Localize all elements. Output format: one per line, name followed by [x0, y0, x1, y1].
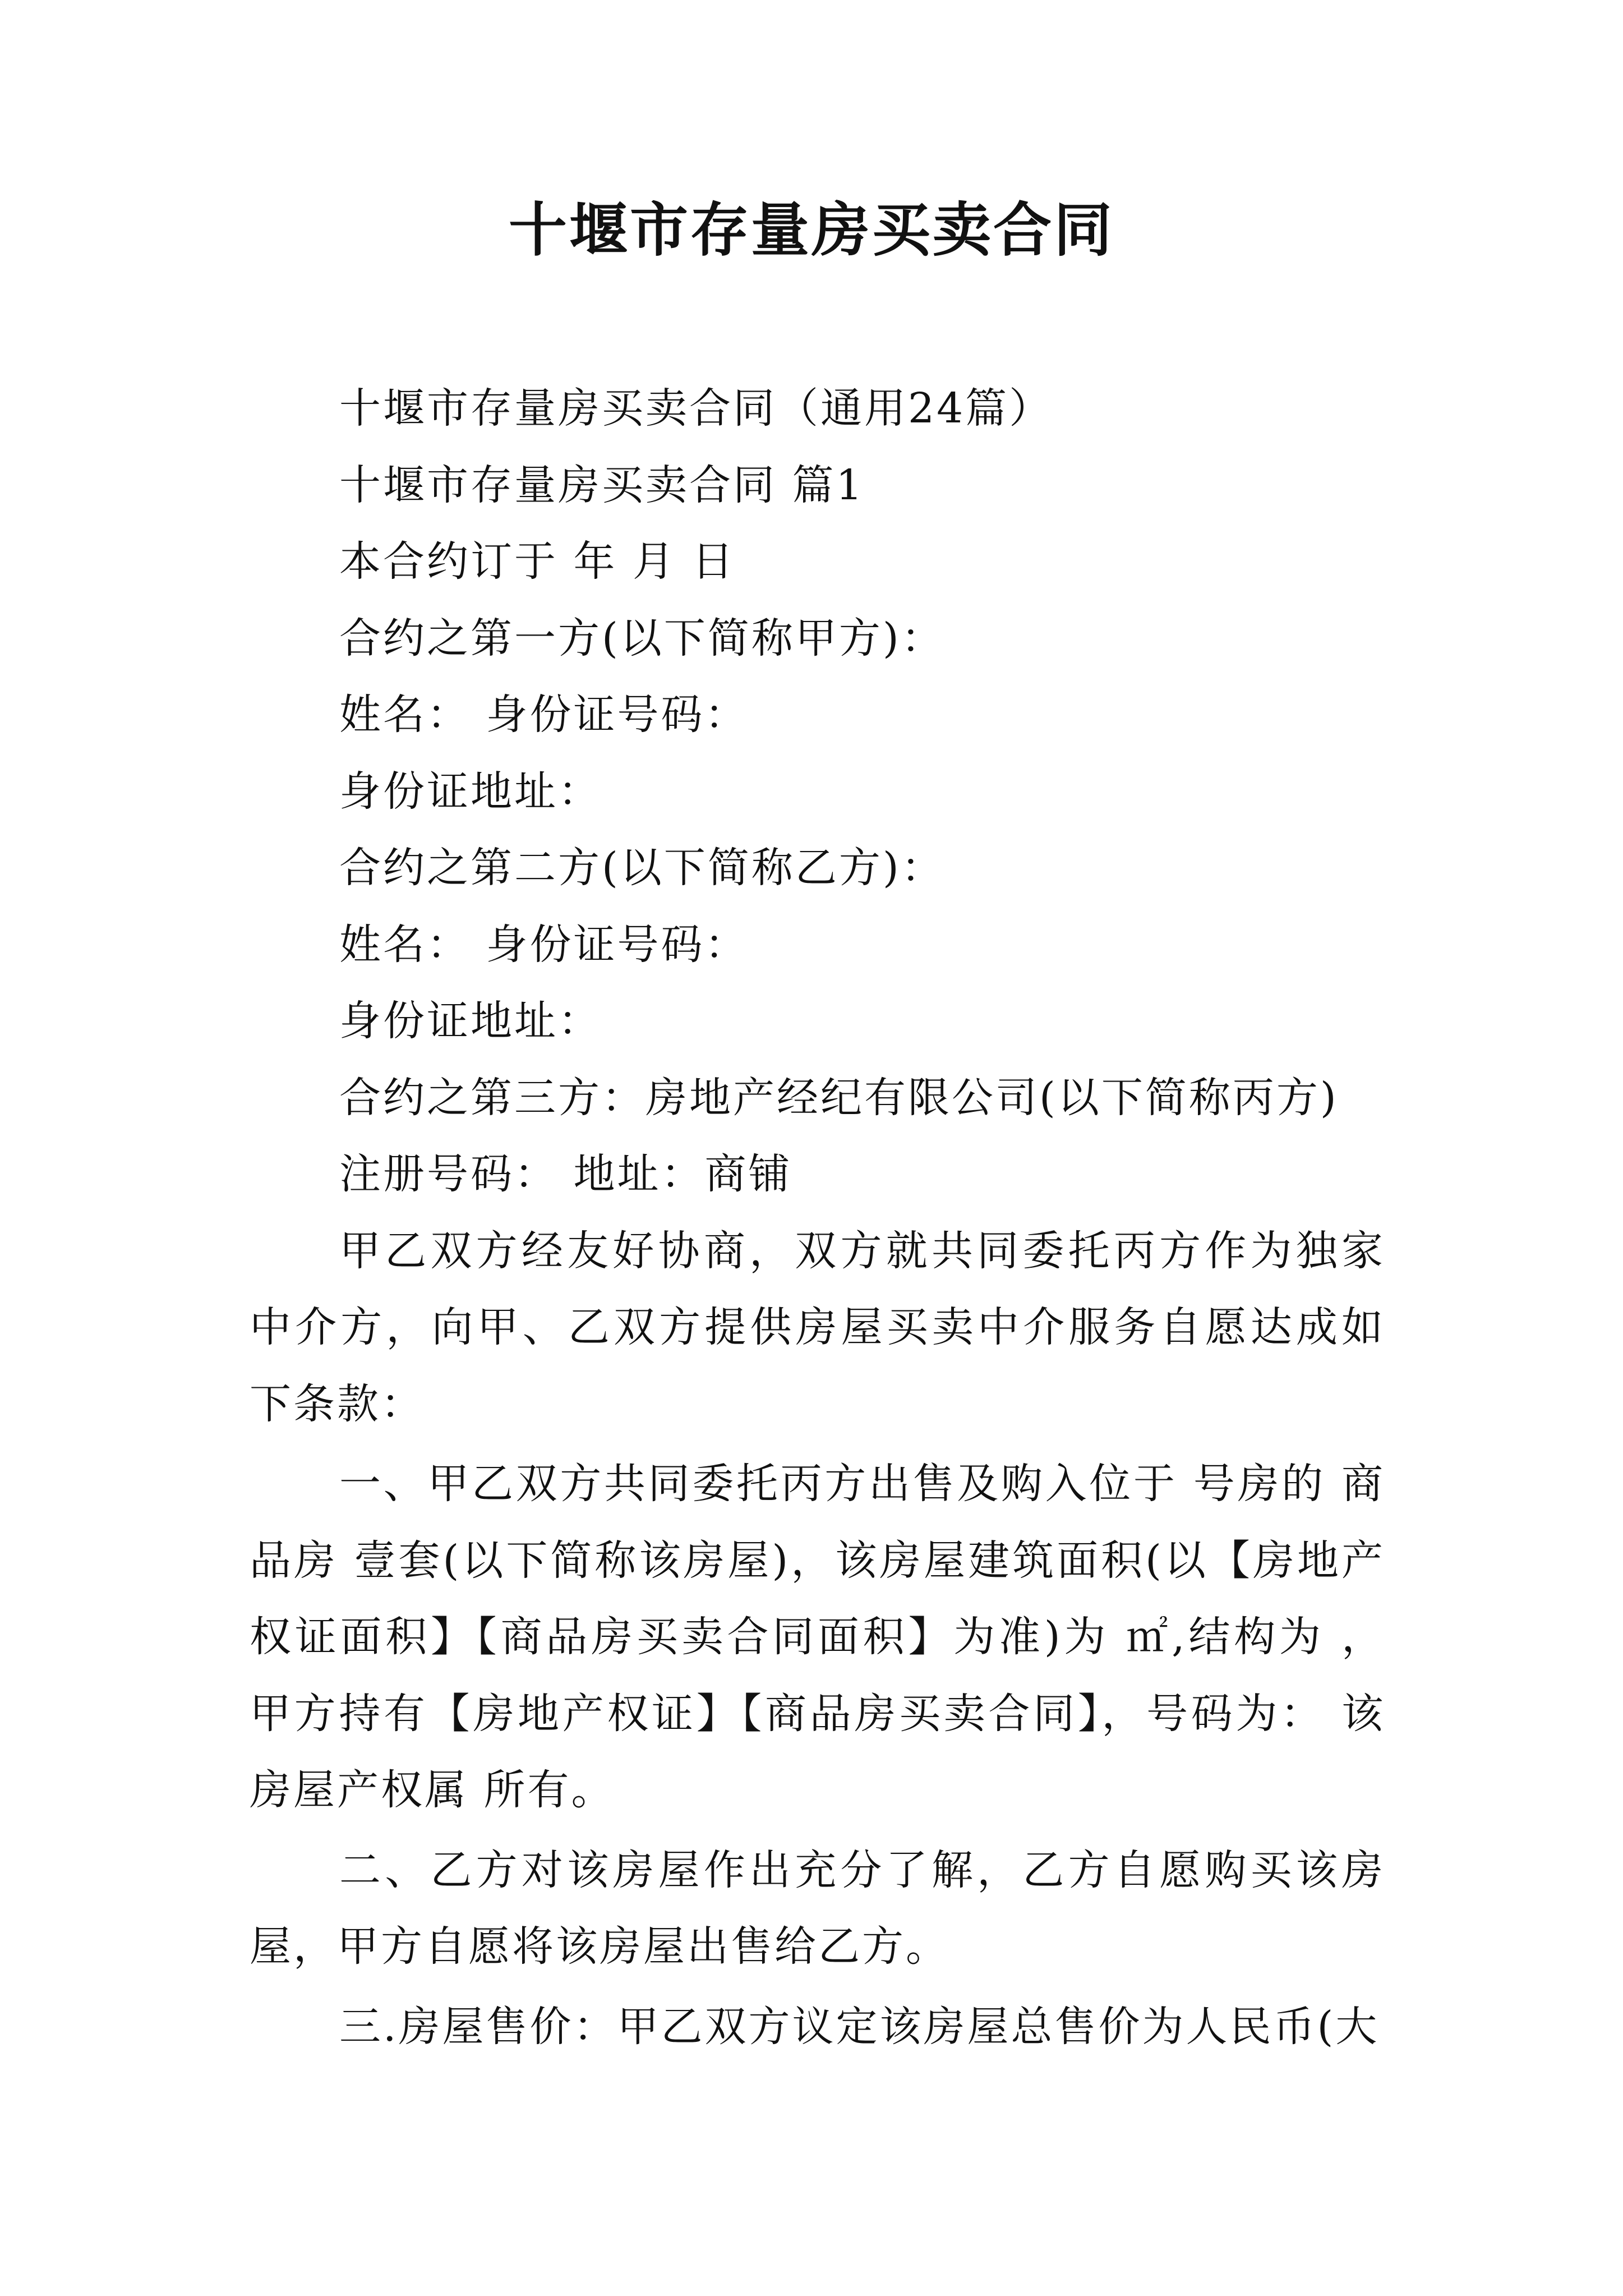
paragraph-intro: 甲乙双方经友好协商，双方就共同委托丙方作为独家中介方，向甲、乙双方提供房屋买卖中介服务自愿达成如下条款： [250, 1226, 1385, 1428]
text-line-party-a: 合约之第一方(以下简称甲方)： [339, 614, 945, 662]
text-line-party-b-name: 姓名： 身份证号码： [339, 920, 749, 969]
document-body [250, 370, 1385, 2065]
text-line-party-a-address: 身份证地址： [339, 767, 602, 816]
text-line-party-a-name: 姓名： 身份证号码： [339, 691, 749, 739]
paragraph-clause-2: 二、乙方对该房屋作出充分了解，乙方自愿购买该房屋，甲方自愿将该房屋出售给乙方。 [250, 1846, 1385, 1971]
paragraph-clause-1: 一、甲乙双方共同委托丙方出售及购入位于 号房的 商品房 壹套(以下简称该房屋)，该房屋建筑面积(以【房地产权证面积】【商品房买卖合同面积】为准)为 ㎡,结构为 ，甲方持有【房地产权证】【商品房买卖合同】，号码为： 该房屋产权属 所有。 [250, 1460, 1385, 1814]
text-line-contract-date: 本合约订于 年 月 日 [339, 537, 736, 586]
text-line-section-heading: 十堰市存量房买卖合同 篇1 [339, 461, 865, 509]
document-title: 十堰市存量房买卖合同 [508, 195, 1114, 264]
paragraph-clause-3: 三.房屋售价：甲乙双方议定该房屋总售价为人民币(大 [339, 2002, 1380, 2051]
text-line-party-c-registration: 注册号码： 地址：商铺 [339, 1150, 792, 1198]
text-line-party-c: 合约之第三方：房地产经纪有限公司(以下简称丙方) [339, 1073, 1339, 1122]
text-line-party-b-address: 身份证地址： [339, 997, 602, 1045]
text-line-subtitle: 十堰市存量房买卖合同（通用24篇） [339, 384, 1053, 432]
text-line-party-b: 合约之第二方(以下简称乙方)： [339, 844, 945, 892]
